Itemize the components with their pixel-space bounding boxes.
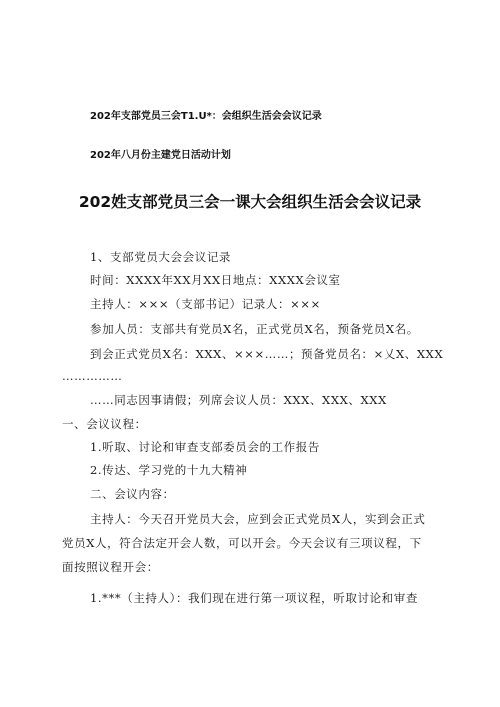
body-line: 参加人员：支部共有党员X名，正式党员X名，预备党员X名。 bbox=[90, 322, 419, 336]
header-line-1: 202年支部党员三会T1.U*：会组织生活会会议记录 bbox=[90, 111, 322, 122]
document-title: 202姓支部党员三会一课大会组织生活会会议记录 bbox=[78, 193, 422, 211]
body-line: 党员X人，符合法定开会人数，可以开会。今天会议有三项议程，下 bbox=[62, 536, 422, 550]
body-line: ……同志因事请假；列席会议人员：XXX、XXX、XXX bbox=[90, 393, 387, 407]
body-line: 主持人：今天召开党员大会，应到会正式党员X人，实到会正式 bbox=[90, 512, 426, 526]
section-heading: 二、会议内容： bbox=[90, 487, 175, 501]
body-line: 到会正式党员X名：XXX、×××……；预备党员名：×乂X、XXX bbox=[90, 347, 444, 361]
body-line: …………… bbox=[62, 369, 123, 383]
agenda-item: 2.传达、学习党的十九大精神 bbox=[90, 463, 248, 477]
body-line: 1、支部党员大会会议记录 bbox=[90, 250, 232, 264]
body-line: 面按照议程开会： bbox=[62, 560, 159, 574]
body-line: 主持人：×××（支部书记）记录人：××× bbox=[90, 297, 321, 311]
section-heading: 一、会议议程： bbox=[62, 417, 147, 431]
body-line: 时间：XXXX年XX月XX日地点：XXXX会议室 bbox=[90, 273, 341, 287]
body-line: 1.***（主持人）：我们现在进行第一项议程，听取讨论和审查 bbox=[90, 591, 418, 605]
agenda-item: 1.听取、讨论和审查支部委员会的工作报告 bbox=[90, 440, 320, 454]
header-line-2: 202年八月份主建党日活动计划 bbox=[90, 150, 231, 161]
